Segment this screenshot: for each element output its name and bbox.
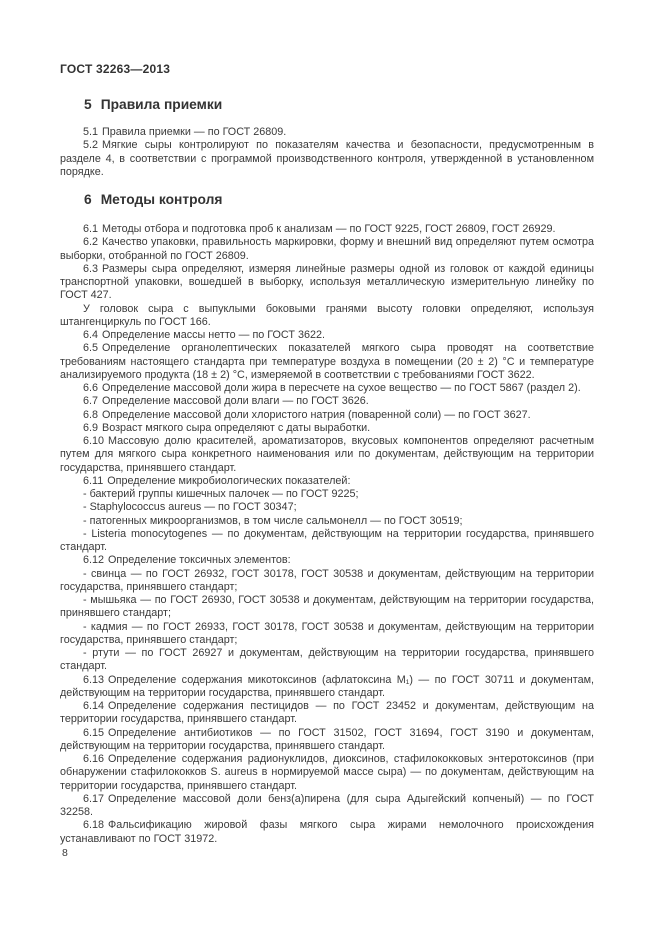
section-heading (84, 192, 594, 207)
paragraph-text: Определение содержания микотоксинов (афлатоксина М₁) — по ГОСТ 30711 и документам, действующим на территории государства, принявшего стандарт. (60, 673, 594, 699)
paragraph (60, 409, 594, 422)
paragraph-text: Размеры сыра определяют, измеряя линейные размеры одной из головок от каждой единицы транспортной упаковки, вошедшей в выборку, используя металлическую измерительную линейку по ГОСТ 427. (60, 262, 594, 302)
paragraph (60, 303, 594, 330)
list-item (60, 568, 594, 595)
paragraph-text: - патогенных микроорганизмов, в том числе сальмонелл — по ГОСТ 30519; (83, 514, 463, 527)
paragraph (60, 554, 594, 567)
paragraph-number: 6.18 (83, 819, 105, 832)
paragraph-text: Определение антибиотиков — по ГОСТ 31502, ГОСТ 31694, ГОСТ 3190 и документам, действующим на территории государства, принявшего стандарт. (60, 726, 594, 752)
list-item (60, 621, 594, 648)
section-acceptance-rules (60, 97, 594, 179)
paragraph (60, 342, 594, 382)
paragraph-number: 6.1 (83, 223, 99, 235)
paragraph-number: 6.2 (83, 236, 99, 249)
paragraph-number: 6.17 (83, 792, 105, 805)
paragraph (60, 382, 594, 395)
paragraph (60, 223, 594, 236)
doc-number-header: ГОСТ 32263—2013 (60, 62, 171, 76)
paragraph-text: Определение массовой доли бенз(а)пирена (для сыра Адыгейский копченый) — по ГОСТ 32258. (60, 792, 594, 818)
paragraph (60, 793, 594, 820)
section-number: 5 (84, 97, 92, 112)
list-item (60, 501, 594, 514)
paragraph (60, 126, 594, 139)
paragraph-number: 6.14 (83, 700, 105, 712)
paragraph-number: 5.1 (83, 126, 99, 138)
paragraph (60, 236, 594, 263)
paragraph-text: Определение токсичных элементов: (108, 554, 291, 567)
paragraph-text: - Staphylococcus aureus — по ГОСТ 30347; (83, 501, 297, 514)
paragraph-text: Фальсификацию жировой фазы мягкого сыра жирами немолочного происхождения устанавливают по ГОСТ 31972. (60, 819, 594, 845)
paragraph (60, 674, 594, 701)
paragraph-text: Определение массовой доли жира в пересчете на сухое вещество — по ГОСТ 5867 (раздел 2). (102, 382, 581, 394)
section-heading (84, 97, 594, 112)
paragraph-text: Методы отбора и подготовка проб к анализам — по ГОСТ 9225, ГОСТ 26809, ГОСТ 26929. (102, 223, 556, 235)
paragraph-text: Определение массовой доли хлористого натрия (поваренной соли) — по ГОСТ 3627. (102, 408, 531, 421)
paragraph-number: 5.2 (83, 139, 99, 152)
paragraph-text: - ртути — по ГОСТ 26927 и документам, действующим на территории государства, принявшего стандарт. (60, 647, 594, 673)
paragraph-number: 6.15 (83, 726, 105, 739)
paragraph-number: 6.7 (83, 395, 99, 408)
paragraph-text: Определение массы нетто — по ГОСТ 3622. (102, 329, 325, 341)
paragraph-text: Определение содержания радионуклидов, диоксинов, стафилококковых энтеротоксинов (при обнаружении стафилококков S. aureus в нормируемой массе сыра) — по документам, действующим на территории государства, принявшего стандарт. (60, 753, 594, 792)
paragraph-text: - бактерий группы кишечных палочек — по ГОСТ 9225; (83, 488, 359, 500)
paragraph-number: 6.8 (83, 408, 99, 421)
paragraph-text: - мышьяка — по ГОСТ 26930, ГОСТ 30538 и документам, действующим на территории государства, принявшего стандарт; (60, 594, 594, 620)
list-item (60, 528, 594, 555)
paragraph-text: - Listeria monocytogenes — по документам, действующим на территории государства, принявшего стандарт. (60, 527, 594, 553)
paragraph-number: 6.3 (83, 262, 99, 275)
paragraph-text: - свинца — по ГОСТ 26932, ГОСТ 30178, ГОСТ 30538 и документам, действующим на территории государства, принявшего стандарт; (60, 567, 594, 593)
paragraph-text: Определение органолептических показателей мягкого сыра проводят на соответствие требованиям настоящего стандарта при температуре воздуха в помещении (20 ± 2) °С и температуре анализируемого продукта (18 ± 2) °С, измеряемой в соответствии с требованиями ГОСТ 3622. (60, 342, 594, 381)
paragraph-text: Определение массовой доли влаги — по ГОСТ 3626. (102, 395, 369, 408)
section-title: Методы контроля (100, 192, 223, 207)
paragraph (60, 727, 594, 754)
section-body (60, 223, 594, 846)
list-item (60, 594, 594, 621)
paragraph-text: Определение микробиологических показателей: (107, 474, 351, 487)
paragraph-text: Правила приемки — по ГОСТ 26809. (102, 126, 287, 138)
paragraph (60, 422, 594, 435)
paragraph-text: Мягкие сыры контролируют по показателям качества и безопасности, предусмотренным в разделе 4, в соответствии с программой производственного контроля, утвержденной в установленном порядке. (60, 139, 594, 178)
paragraph-number: 6.11 (83, 474, 104, 487)
paragraph-number: 6.10 (83, 435, 105, 447)
paragraph-number: 6.12 (83, 554, 105, 567)
paragraph (60, 263, 594, 303)
paragraph-text: - кадмия — по ГОСТ 26933, ГОСТ 30178, ГОСТ 30538 и документам, действующим на территории государства, принявшего стандарт; (60, 620, 594, 646)
paragraph-text: Массовую долю красителей, ароматизаторов, вкусовых компонентов определяют расчетным путем для мягкого сыра конкретного наименования или по документам, действующим на территории государства, принявшего стандарт. (60, 435, 594, 474)
paragraph-number: 6.16 (83, 753, 105, 765)
list-item (60, 515, 594, 528)
paragraph-number: 6.4 (83, 329, 99, 341)
paragraph (60, 435, 594, 475)
page-number: 8 (62, 847, 68, 859)
paragraph (60, 395, 594, 408)
paragraph-text: Возраст мягкого сыра определяют с даты выработки. (102, 421, 371, 434)
paragraph (60, 329, 594, 342)
section-title: Правила приемки (100, 97, 223, 112)
paragraph (60, 700, 594, 727)
paragraph-text: У головок сыра с выпуклыми боковыми гранями высоту головки определяют, используя штангенциркуль по ГОСТ 166. (60, 302, 594, 328)
page-content (60, 62, 594, 846)
paragraph (60, 475, 594, 488)
paragraph-number: 6.13 (83, 673, 105, 686)
section-body (60, 126, 594, 179)
paragraph (60, 753, 594, 793)
paragraph-number: 6.9 (83, 421, 99, 434)
paragraph-text: Определение содержания пестицидов — по ГОСТ 23452 и документам, действующим на территории государства, принявшего стандарт. (60, 700, 594, 726)
paragraph (60, 139, 594, 179)
list-item (60, 488, 594, 501)
paragraph-text: Качество упаковки, правильность маркировки, форму и внешний вид определяют путем осмотра выборки, отобранной по ГОСТ 26809. (60, 236, 594, 262)
list-item (60, 647, 594, 674)
paragraph-number: 6.6 (83, 382, 99, 394)
section-number: 6 (84, 192, 92, 207)
section-control-methods (60, 192, 594, 846)
paragraph-number: 6.5 (83, 342, 99, 355)
paragraph (60, 819, 594, 846)
